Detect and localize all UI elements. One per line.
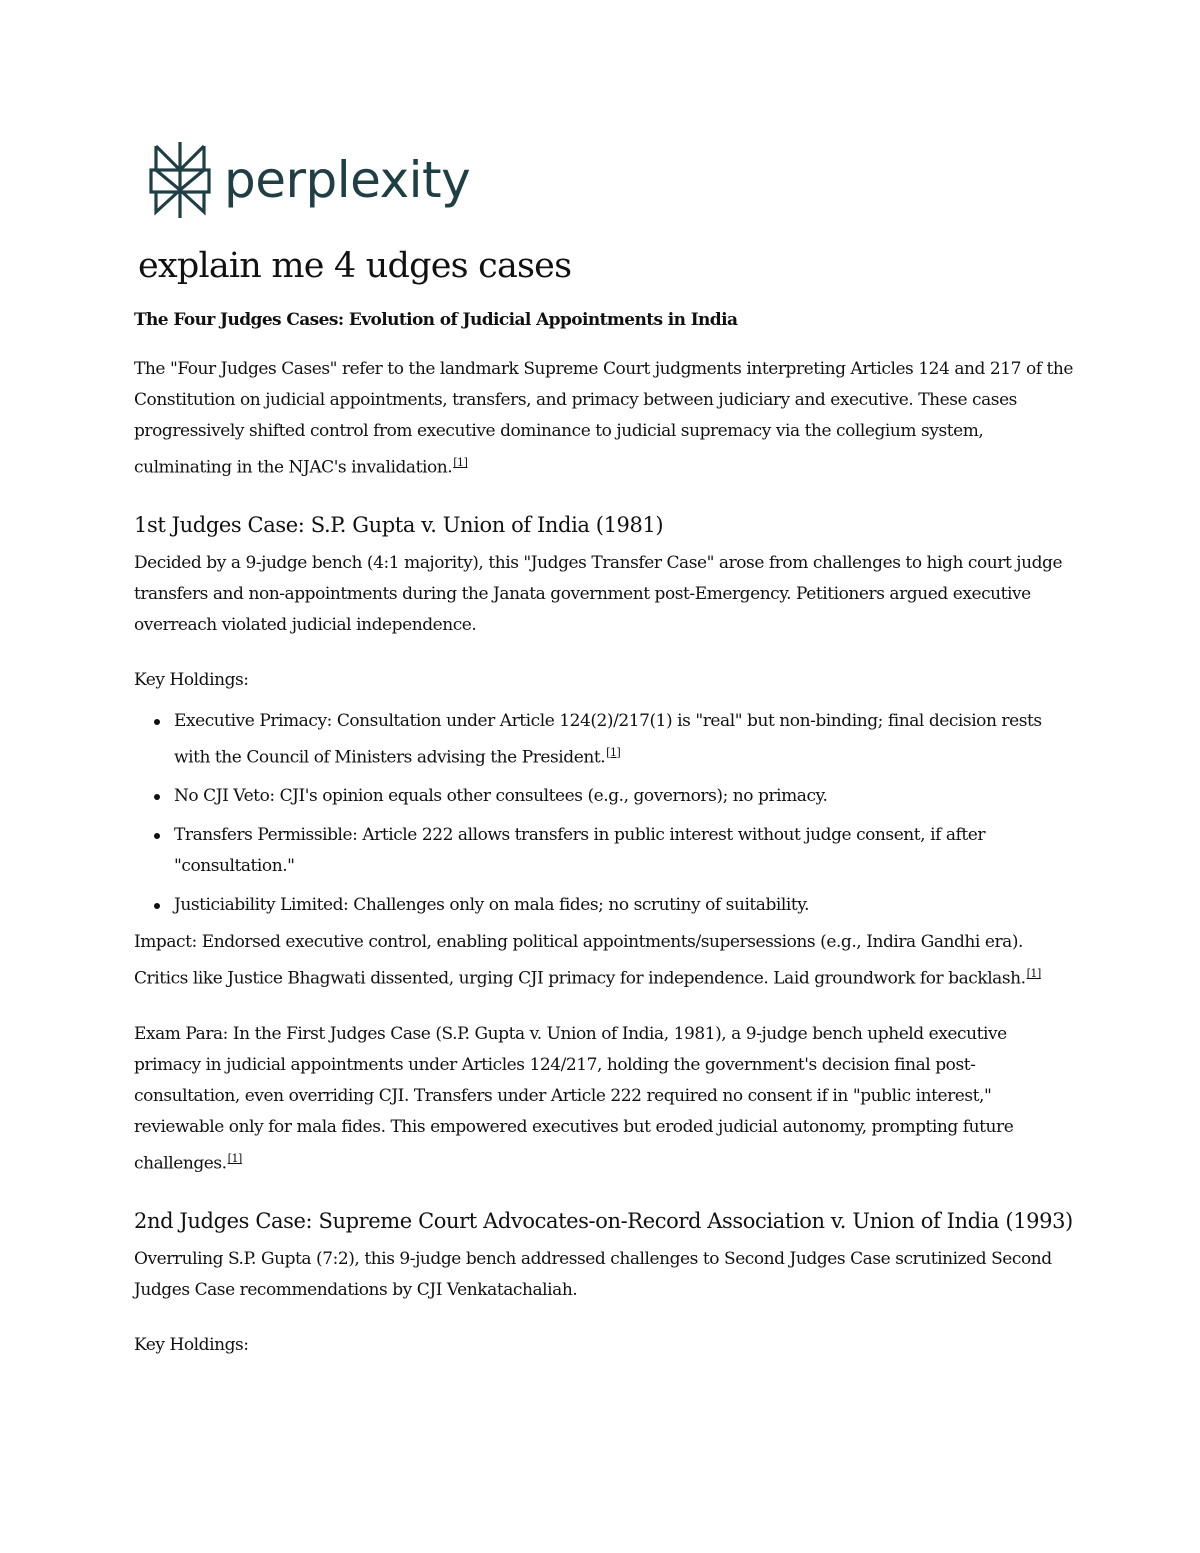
holding-text: Challenges only on mala fides; no scrutiny of suitability. bbox=[348, 895, 810, 916]
perplexity-logo bbox=[148, 140, 1074, 220]
case2-key-holdings-label: Key Holdings: bbox=[134, 1334, 249, 1355]
citation-link[interactable]: [1] bbox=[453, 456, 468, 469]
list-item bbox=[154, 890, 1074, 921]
holding-text: Consultation under Article 124(2)/217(1) is "real" but non-binding; final decision rests with the Council of Ministers advising the President. bbox=[174, 710, 1042, 768]
list-item bbox=[154, 820, 1074, 882]
case2-heading: 2nd Judges Case: Supreme Court Advocates-on-Record Association v. Union of India (1993) bbox=[134, 1208, 1073, 1233]
holding-term: Transfers Permissible: bbox=[174, 825, 358, 846]
list-item bbox=[154, 706, 1074, 774]
holding-term: No CJI Veto: bbox=[174, 786, 275, 807]
case1-exam-para bbox=[134, 1019, 1074, 1180]
perplexity-logo-icon bbox=[148, 140, 212, 220]
citation-link[interactable]: [1] bbox=[1026, 967, 1041, 981]
case1-description: Decided by a 9-judge bench (4:1 majority), this "Judges Transfer Case" arose from challenges to high court judge transfers and non-appointments during the Janata government post-Emergency. Petitioners argued executive overreach violated judicial independence. bbox=[134, 552, 1063, 635]
citation-link[interactable]: [1] bbox=[227, 1151, 242, 1165]
citation-link[interactable]: [1] bbox=[606, 745, 621, 759]
list-item bbox=[154, 781, 1074, 812]
case1-impact bbox=[134, 927, 1074, 995]
holding-term: Executive Primacy: bbox=[174, 710, 332, 731]
holding-term: Justiciability Limited: bbox=[174, 895, 349, 916]
holding-text: Article 222 allows transfers in public interest without judge consent, if after "consultation." bbox=[174, 825, 986, 877]
impact-text: Impact: Endorsed executive control, enabling political appointments/supersessions (e.g., Indira Gandhi era). Critics like Justice Bhagwati dissented, urging CJI primacy for independence. Laid groundwork for backlash. bbox=[134, 932, 1026, 989]
query-title: explain me 4 udges cases bbox=[138, 246, 572, 286]
case1-heading: 1st Judges Case: S.P. Gupta v. Union of India (1981) bbox=[134, 512, 664, 537]
document-page bbox=[134, 140, 1074, 1361]
case2-description: Overruling S.P. Gupta (7:2), this 9-judge bench addressed challenges to Second Judges Case scrutinized Second Judges Case recommendations by CJI Venkatachaliah. bbox=[134, 1248, 1052, 1300]
intro-paragraph bbox=[134, 354, 1074, 484]
answer-subtitle: The Four Judges Cases: Evolution of Judicial Appointments in India bbox=[134, 310, 738, 330]
case1-holdings-list bbox=[134, 706, 1074, 922]
exam-para-text: Exam Para: In the First Judges Case (S.P. Gupta v. Union of India, 1981), a 9-judge bench upheld executive primacy in judicial appointments under Articles 124/217, holding the government's decision final post-consultation, even overriding CJI. Transfers under Article 222 required no consent if in "public interest," reviewable only for mala fides. This empowered executives but eroded judicial autonomy, prompting future challenges. bbox=[134, 1023, 1014, 1174]
brand-wordmark: perplexity bbox=[224, 151, 471, 209]
holding-text: CJI's opinion equals other consultees (e.g., governors); no primacy. bbox=[274, 786, 828, 807]
case1-key-holdings-label: Key Holdings: bbox=[134, 669, 249, 690]
intro-text: The "Four Judges Cases" refer to the landmark Supreme Court judgments interpreting Articles 124 and 217 of the Constitution on judicial appointments, transfers, and primacy between judiciary and executive. These cases progressively shifted control from executive dominance to judicial supremacy via the collegium system, culminating in the NJAC's invalidation. bbox=[134, 359, 1074, 478]
